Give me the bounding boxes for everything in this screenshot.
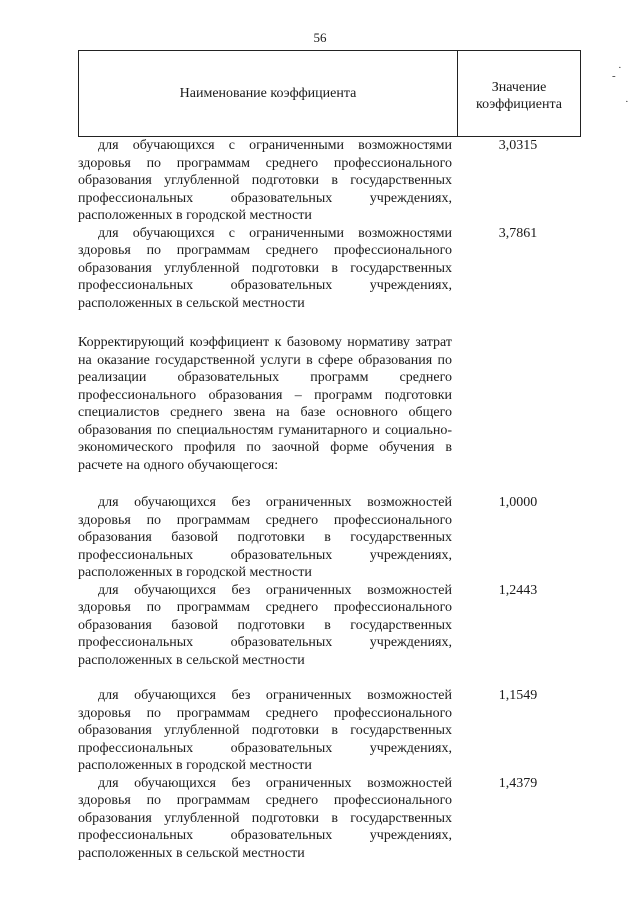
row-value: 1,4379 <box>498 775 538 791</box>
table-row <box>78 137 581 225</box>
scan-mark: · <box>625 96 629 108</box>
header-value-line2: коэффициента <box>476 96 562 112</box>
row-value: 3,7861 <box>498 225 538 241</box>
row-value: 1,2443 <box>498 582 538 598</box>
row-description: для обучающихся без ограниченных возможностей здоровья по программам среднего профессионального образования базовой подготовки в государственных профессиональных образовательных учреждениях, расположенных в сельской местности <box>78 582 452 668</box>
coefficient-table <box>78 50 581 862</box>
header-value-column <box>458 51 580 136</box>
row-description: для обучающихся с ограниченными возможностями здоровья по программам среднего профессионального образования углубленной подготовки в государственных профессиональных образовательных учреждениях, расположенных в городской местности <box>78 138 452 223</box>
row-value: 1,1549 <box>498 688 538 703</box>
table-header <box>78 50 581 137</box>
row-description: для обучающихся с ограниченными возможностями здоровья по программам среднего профессионального образования углубленной подготовки в государственных профессиональных образовательных учреждениях, расположенных в сельской местности <box>78 225 452 311</box>
table-row <box>78 687 581 775</box>
table-row <box>78 494 581 582</box>
scan-mark: · <box>618 62 622 74</box>
table-row <box>78 225 581 313</box>
header-name-column: Наименование коэффициента <box>79 51 458 136</box>
row-description: для обучающихся без ограниченных возможностей здоровья по программам среднего профессионального образования базовой подготовки в государственных профессиональных образовательных учреждениях, расположенных в городской местности <box>78 495 452 580</box>
row-description: для обучающихся без ограниченных возможностей здоровья по программам среднего профессионального образования углубленной подготовки в государственных профессиональных образовательных учреждениях, расположенных в городской местности <box>78 688 452 773</box>
scan-mark: - <box>612 70 616 82</box>
row-description: для обучающихся без ограниченных возможностей здоровья по программам среднего профессионального образования углубленной подготовки в государственных профессиональных образовательных учреждениях, расположенных в сельской местности <box>78 775 452 861</box>
table-row-section-title <box>78 334 581 474</box>
section-description: Корректирующий коэффициент к базовому нормативу затрат на оказание государственной услуги в сфере образования по реализации образовательных программ среднего профессионального образования – программ подготовки специалистов среднего звена на базе основного общего образования по специальностям гуманитарного и социально-экономического профиля по заочной форме обучения в расчете на одного обучающегося: <box>78 335 452 473</box>
table-row <box>78 775 581 863</box>
page-number: 56 <box>313 30 327 45</box>
row-value: 1,0000 <box>498 495 538 510</box>
row-value: 3,0315 <box>498 138 538 153</box>
table-row <box>78 582 581 670</box>
header-value-line1: Значение <box>491 79 547 95</box>
row-value <box>455 334 581 474</box>
